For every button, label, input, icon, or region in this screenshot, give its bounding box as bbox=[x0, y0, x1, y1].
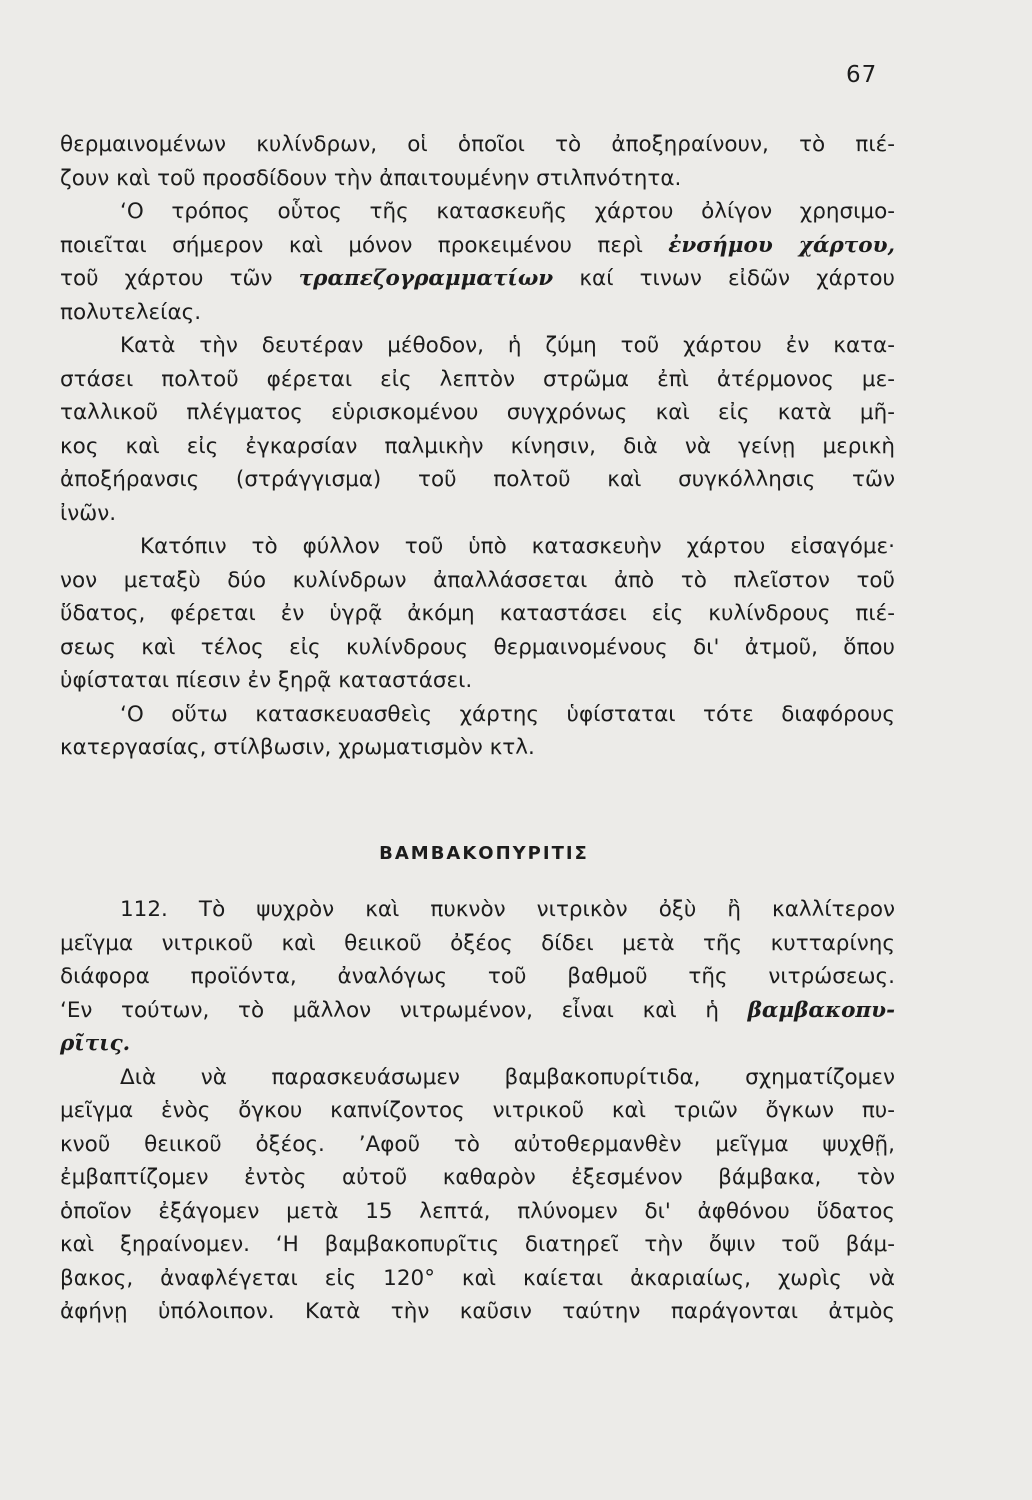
text-line: 112. Τὸ ψυχρὸν καὶ πυκνὸν νιτρικὸν ὀξὺ ἢ καλλίτερον bbox=[120, 897, 895, 922]
text-line bbox=[60, 994, 895, 1028]
text-line: νον μεταξὺ δύο κυλίνδρων ἀπαλλάσσεται ἀπὸ τὸ πλεῖστον τοῦ bbox=[60, 567, 895, 593]
text-line bbox=[60, 262, 895, 296]
text-line: ὑφίσταται πίεσιν ἐν ξηρᾷ καταστάσει. bbox=[60, 668, 473, 693]
text-line: ζουν καὶ τοῦ προσδίδουν τὴν ἀπαιτουμένην στιλπνότητα. bbox=[60, 165, 682, 191]
section-heading: ΒΑΜΒΑΚΟΠΥΡΙΤΙΣ bbox=[379, 843, 589, 864]
text-line bbox=[60, 1027, 895, 1061]
text-line: ἐμβαπτίζομεν ἐντὸς αὐτοῦ καθαρὸν ἐξεσμένον βάμβακα, τὸν bbox=[60, 1165, 895, 1190]
text-line: κος καὶ εἰς ἐγκαρσίαν παλμικὴν κίνησιν, διὰ νὰ γείνῃ μερικὴ bbox=[60, 433, 895, 459]
text-line: μεῖγμα ἑνὸς ὄγκου καπνίζοντος νιτρικοῦ καὶ τριῶν ὄγκων πυ- bbox=[60, 1098, 895, 1123]
body-text-bottom bbox=[60, 893, 895, 1329]
text-line: ‘Ο τρόπος οὗτος τῆς κατασκευῆς χάρτου ὀλίγον χρησιμο- bbox=[120, 199, 895, 224]
emphasis: ρῖτις. bbox=[60, 1031, 131, 1056]
page-number: 67 bbox=[846, 62, 878, 88]
body-text-top bbox=[60, 128, 895, 765]
text-line: ὕδατος, φέρεται ἐν ὑγρᾷ ἀκόμη καταστάσει εἰς κυλίνδρους πιέ- bbox=[60, 601, 895, 626]
text-line: Κατόπιν τὸ φύλλον τοῦ ὑπὸ κατασκευὴν χάρτου εἰσαγόμε· bbox=[140, 534, 895, 559]
text-fragment: ποιεῖται σήμερον καὶ μόνον προκειμένου περὶ bbox=[60, 232, 643, 258]
emphasis: βαμβακοπυ- bbox=[747, 997, 895, 1023]
text-line: ἀποξήρανσις (στράγγισμα) τοῦ πολτοῦ καὶ συγκόλλησις τῶν bbox=[60, 467, 895, 492]
text-line: βακος, ἀναφλέγεται εἰς 120° καὶ καίεται ἀκαριαίως, χωρὶς νὰ bbox=[60, 1265, 895, 1291]
text-line: σεως καὶ τέλος εἰς κυλίνδρους θερμαινομένους δι' ἀτμοῦ, ὅπου bbox=[60, 634, 895, 660]
text-fragment: τοῦ χάρτου τῶν bbox=[60, 266, 273, 291]
text-line bbox=[60, 229, 895, 263]
text-line: ταλλικοῦ πλέγματος εὑρισκομένου συγχρόνως καὶ εἰς κατὰ μῆ- bbox=[60, 400, 895, 425]
text-line: ὁποῖον ἐξάγομεν μετὰ 15 λεπτά, πλύνομεν δι' ἀφθόνου ὕδατος bbox=[60, 1198, 895, 1224]
text-line: καὶ ξηραίνομεν. ‘Η βαμβακοπυρῖτις διατηρεῖ τὴν ὄψιν τοῦ βάμ- bbox=[60, 1232, 895, 1257]
emphasis: τραπεζογραμματίων bbox=[298, 266, 554, 291]
emphasis: ἐνσήμου χάρτου, bbox=[668, 232, 895, 258]
text-line: ἰνῶν. bbox=[60, 500, 117, 526]
text-line: ‘Ο οὕτω κατασκευασθεὶς χάρτης ὑφίσταται τότε διαφόρους bbox=[120, 701, 895, 727]
text-line: Κατὰ τὴν δευτέραν μέθοδον, ἡ ζύμη τοῦ χάρτου ἐν κατα- bbox=[120, 333, 895, 358]
text-fragment: ‘Εν τούτων, τὸ μᾶλλον νιτρωμένον, εἶναι καὶ ἡ bbox=[60, 997, 719, 1023]
text-line: κνοῦ θειικοῦ ὀξέος. ’Αφοῦ τὸ αὐτοθερμανθὲν μεῖγμα ψυχθῇ, bbox=[60, 1131, 895, 1157]
text-line: θερμαινομένων κυλίνδρων, οἱ ὁποῖοι τὸ ἀποξηραίνουν, τὸ πιέ- bbox=[60, 132, 895, 157]
text-line: μεῖγμα νιτρικοῦ καὶ θειικοῦ ὀξέος δίδει μετὰ τῆς κυτταρίνης bbox=[60, 930, 895, 956]
text-line: στάσει πολτοῦ φέρεται εἰς λεπτὸν στρῶμα ἐπὶ ἀτέρμονος με- bbox=[60, 366, 895, 392]
text-line: Διὰ νὰ παρασκευάσωμεν βαμβακοπυρίτιδα, σχηματίζομεν bbox=[120, 1064, 895, 1090]
text-line: πολυτελείας. bbox=[60, 299, 202, 325]
text-line: κατεργασίας, στίλβωσιν, χρωματισμὸν κτλ. bbox=[60, 735, 535, 760]
text-fragment: καί τινων εἰδῶν χάρτου bbox=[579, 266, 895, 291]
text-line: ἀφήνῃ ὑπόλοιπον. Κατὰ τὴν καῦσιν ταύτην παράγονται ἀτμὸς bbox=[60, 1299, 895, 1324]
text-line: διάφορα προϊόντα, ἀναλόγως τοῦ βαθμοῦ τῆς νιτρώσεως. bbox=[60, 964, 895, 989]
